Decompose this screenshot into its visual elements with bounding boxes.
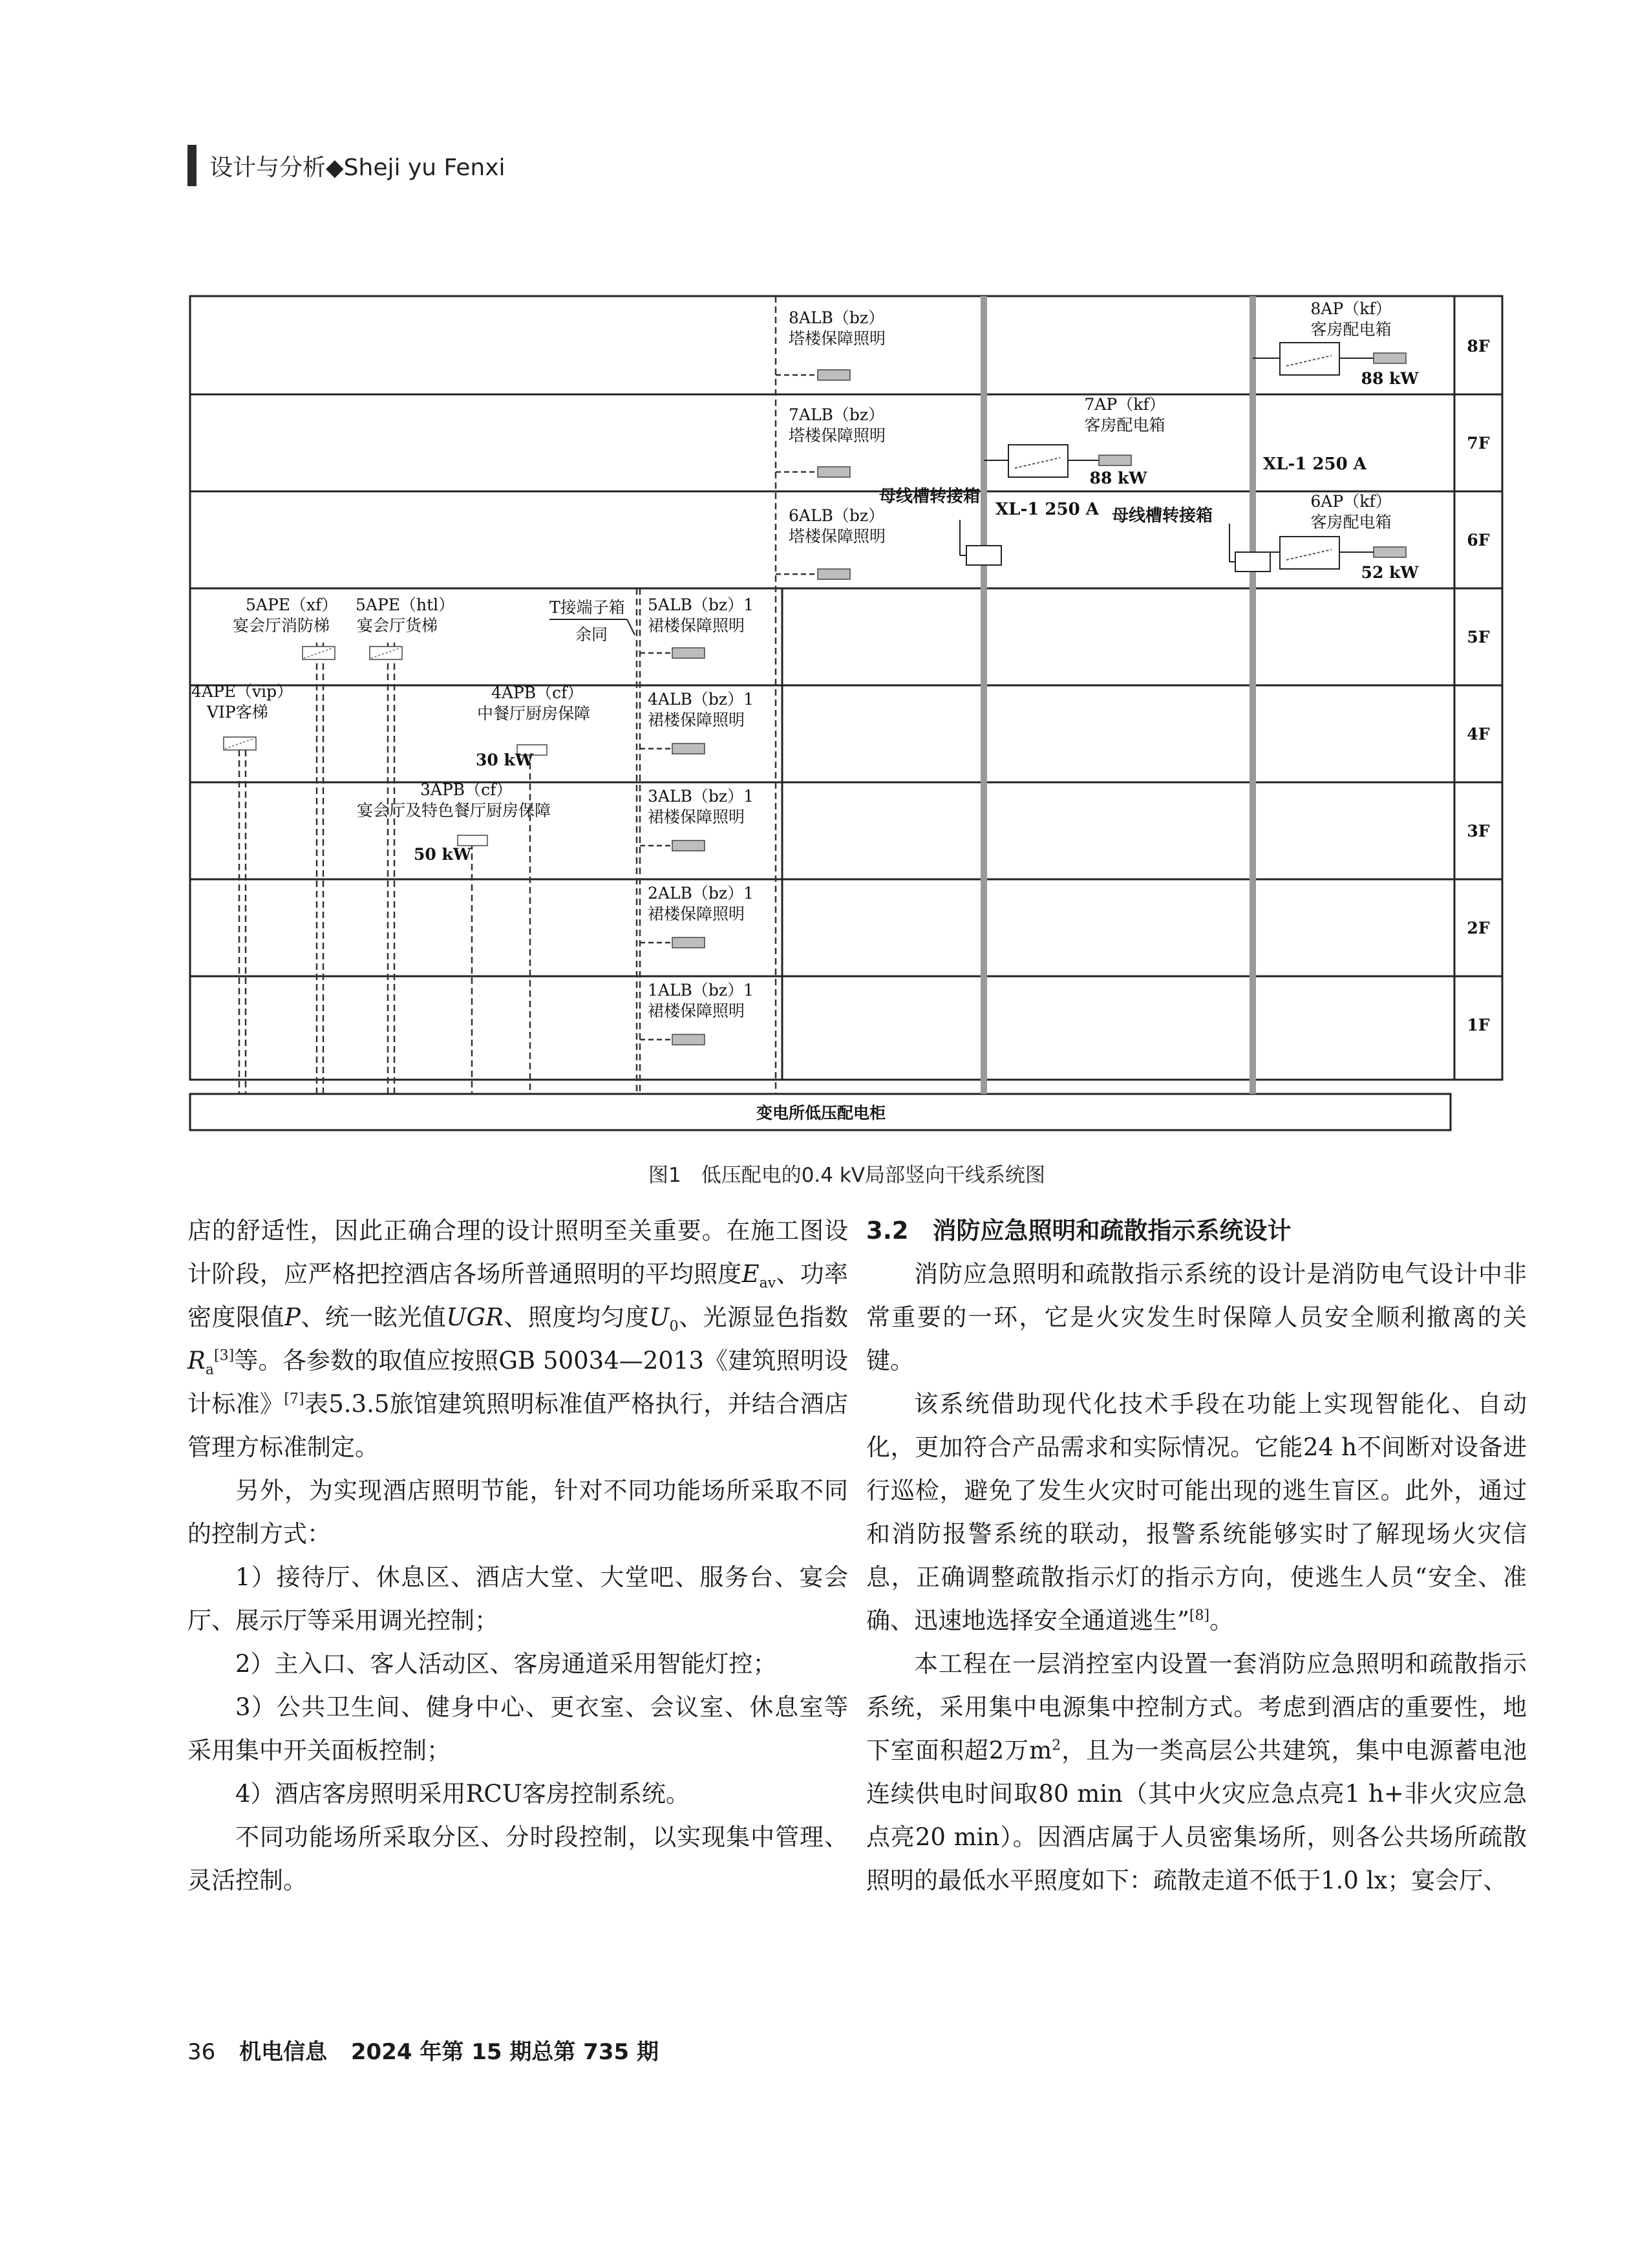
busway-b-label: XL-1 250 A (1263, 455, 1367, 474)
svg-text:4APE（vip）: 4APE（vip） (191, 682, 293, 701)
floor-label-1f: 1F (1467, 1016, 1490, 1034)
left-paragraph-2: 另外，为实现酒店照明节能，针对不同功能场所采取不同的控制方式： (187, 1477, 848, 1548)
busway-a-label: XL-1 250 A (995, 500, 1099, 519)
floor-label-4f: 4F (1467, 725, 1490, 744)
svg-text:客房配电箱: 客房配电箱 (1310, 513, 1392, 531)
svg-text:塔楼保障照明: 塔楼保障照明 (789, 329, 886, 348)
svg-text:50 kW: 50 kW (414, 845, 471, 864)
svg-text:5APE（htl）: 5APE（htl） (356, 595, 455, 614)
svg-text:宴会厅货梯: 宴会厅货梯 (357, 616, 438, 635)
base-panel-label: 变电所低压配电柜 (756, 1104, 886, 1122)
svg-text:88 kW: 88 kW (1361, 369, 1419, 388)
svg-text:宴会厅消防梯: 宴会厅消防梯 (233, 616, 330, 635)
left-paragraph-3: 1）接待厅、休息区、酒店大堂、大堂吧、服务台、宴会厅、展示厅等采用调光控制； (187, 1563, 848, 1634)
floor-label-3f: 3F (1467, 822, 1490, 840)
floor-label-7f: 7F (1467, 434, 1490, 453)
figure-1 (187, 294, 1506, 1166)
riser-diagram (187, 294, 1506, 1160)
bus-box-a-label: 母线槽转接箱 (879, 487, 981, 506)
svg-text:裙楼保障照明: 裙楼保障照明 (648, 904, 745, 923)
journal-name: 机电信息 (239, 2039, 328, 2065)
right-column (866, 1209, 1527, 1902)
svg-text:52 kW: 52 kW (1361, 563, 1419, 582)
bus-box-a (966, 546, 1001, 565)
svg-text:8AP（kf）: 8AP（kf） (1310, 299, 1392, 318)
svg-text:5APE（xf）: 5APE（xf） (246, 595, 338, 614)
left-paragraph-6: 4）酒店客房照明采用RCU客房控制系统。 (235, 1780, 690, 1808)
page-footer (187, 2034, 659, 2066)
svg-text:3ALB（bz）1: 3ALB（bz）1 (648, 787, 754, 806)
bus-box-b (1235, 552, 1270, 572)
svg-text:裙楼保障照明: 裙楼保障照明 (648, 711, 745, 729)
svg-text:6ALB（bz）: 6ALB（bz） (789, 506, 885, 525)
header-bar (187, 145, 197, 186)
left-paragraph-1: 店的舒适性，因此正确合理的设计照明至关重要。在施工图设计阶段，应严格把控酒店各场所普通照明的平均照度$E_{av}$、功率密度限值P、统一眩光值UGR、照度均匀度$U_0$、光源显色指数$R_a[3]$等。各参数的取值应按照GB 50034—2013《建筑照明设计标准》[7]表5.3.5旅馆建筑照明标准值严格执行，并结合酒店管理方标准制定。 (187, 1217, 849, 1461)
svg-text:塔楼保障照明: 塔楼保障照明 (789, 426, 886, 445)
right-paragraph-2: 该系统借助现代化技术手段在功能上实现智能化、自动化，更加符合产品需求和实际情况。它能24 h不间断对设备进行巡检，避免了发生火灾时可能出现的逃生盲区。此外，通过和消防报警系统的联动，报警系统能够实时了解现场火灾信息，正确调整疏散指示灯的指示方向，使逃生人员“安全、准确、迅速地选择安全通道逃生”[8]。 (866, 1390, 1527, 1634)
svg-text:裙楼保障照明: 裙楼保障照明 (648, 808, 745, 826)
svg-text:余同: 余同 (575, 625, 608, 644)
svg-text:裙楼保障照明: 裙楼保障照明 (648, 1001, 745, 1020)
svg-text:88 kW: 88 kW (1089, 469, 1147, 487)
left-paragraph-7: 不同功能场所采取分区、分时段控制，以实现集中管理、灵活控制。 (187, 1823, 848, 1894)
svg-text:客房配电箱: 客房配电箱 (1084, 416, 1165, 434)
svg-text:5ALB（bz）1: 5ALB（bz）1 (648, 595, 754, 614)
floor-label-2f: 2F (1467, 919, 1490, 937)
svg-text:VIP客梯: VIP客梯 (207, 703, 268, 722)
section-heading: 3.2 消防应急照明和疏散指示系统设计 (866, 1217, 1292, 1245)
svg-text:6AP（kf）: 6AP（kf） (1310, 492, 1392, 511)
page-number: 36 (187, 2039, 216, 2065)
left-paragraph-5: 3）公共卫生间、健身中心、更衣室、会议室、休息室等采用集中开关面板控制； (187, 1693, 848, 1764)
svg-text:塔楼保障照明: 塔楼保障照明 (789, 527, 886, 546)
header-text: 设计与分析◆Sheji yu Fenxi (209, 154, 505, 181)
svg-text:7ALB（bz）: 7ALB（bz） (789, 405, 885, 424)
right-paragraph-1: 消防应急照明和疏散指示系统的设计是消防电气设计中非常重要的一环，它是火灾发生时保障人员安全顺利撤离的关键。 (866, 1260, 1527, 1375)
floor-label-8f: 8F (1467, 337, 1490, 356)
journal-issue: 2024 年第 15 期总第 735 期 (350, 2039, 659, 2065)
svg-text:T接端子箱: T接端子箱 (549, 598, 625, 617)
svg-text:裙楼保障照明: 裙楼保障照明 (648, 616, 745, 635)
running-header (187, 145, 505, 186)
floor-label-5f: 5F (1467, 628, 1490, 647)
bus-box-b-label: 母线槽转接箱 (1112, 506, 1213, 526)
svg-text:4ALB（bz）1: 4ALB（bz）1 (648, 690, 754, 709)
svg-text:30 kW: 30 kW (476, 751, 533, 769)
figure-caption: 图1 低压配电的0.4 kV局部竖向干线系统图 (648, 1164, 1046, 1187)
left-paragraph-4: 2）主入口、客人活动区、客房通道采用智能灯控； (235, 1650, 777, 1678)
left-column (187, 1209, 848, 1902)
svg-text:中餐厅厨房保障: 中餐厅厨房保障 (477, 704, 591, 723)
svg-text:3APB（cf）: 3APB（cf） (420, 780, 513, 799)
floor-label-6f: 6F (1467, 531, 1490, 550)
svg-text:宴会厅及特色餐厅厨房保障: 宴会厅及特色餐厅厨房保障 (357, 801, 551, 820)
svg-text:1ALB（bz）1: 1ALB（bz）1 (648, 981, 754, 1000)
svg-text:7AP（kf）: 7AP（kf） (1084, 395, 1165, 414)
svg-text:客房配电箱: 客房配电箱 (1310, 320, 1392, 339)
svg-text:8ALB（bz）: 8ALB（bz） (789, 308, 885, 327)
svg-text:2ALB（bz）1: 2ALB（bz）1 (648, 884, 754, 903)
right-paragraph-3: 本工程在一层消控室内设置一套消防应急照明和疏散指示系统，采用集中电源集中控制方式。考虑到酒店的重要性，地下室面积超2万$m^2$，且为一类高层公共建筑，集中电源蓄电池连续供电时间取80 min（其中火灾应急点亮1 h+非火灾应急点亮20 min）。因酒店属于人员密集场所，则各公共场所疏散照明的最低水平照度如下：疏散走道不低于1.0 lx；宴会厅、 (866, 1650, 1527, 1894)
svg-text:4APB（cf）: 4APB（cf） (491, 683, 584, 702)
